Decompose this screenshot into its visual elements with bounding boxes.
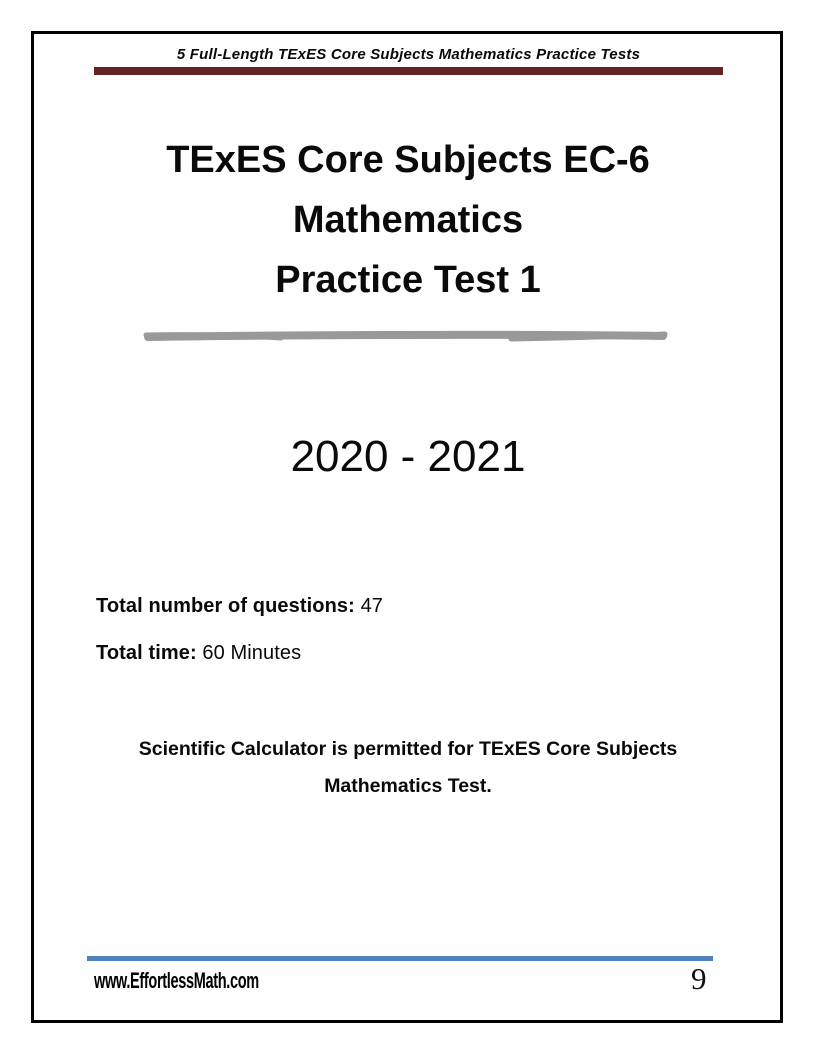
total-time-line xyxy=(96,642,301,665)
document-title xyxy=(0,130,816,310)
year-range: 2020 - 2021 xyxy=(290,432,526,481)
page-number: 9 xyxy=(691,961,707,996)
total-questions-line xyxy=(96,595,383,618)
header-rule xyxy=(94,67,723,75)
title-line-2: Mathematics xyxy=(292,199,524,241)
title-line-1: TExES Core Subjects EC-6 xyxy=(166,139,650,181)
total-questions-value: 47 xyxy=(360,595,384,617)
brush-divider xyxy=(143,328,668,344)
total-time-value: 60 Minutes xyxy=(202,642,302,664)
footer-rule xyxy=(87,956,713,961)
title-line-3: Practice Test 1 xyxy=(275,259,541,301)
footer-website: www.EffortlessMath.com xyxy=(94,968,259,993)
total-time-label: Total time: xyxy=(96,642,197,664)
running-header: 5 Full-Length TExES Core Subjects Mathematics Practice Tests xyxy=(176,46,641,63)
calculator-notice: Scientific Calculator is permitted for TExES Core Subjects Mathematics Test. xyxy=(138,738,678,797)
total-questions-label: Total number of questions: xyxy=(96,595,355,617)
